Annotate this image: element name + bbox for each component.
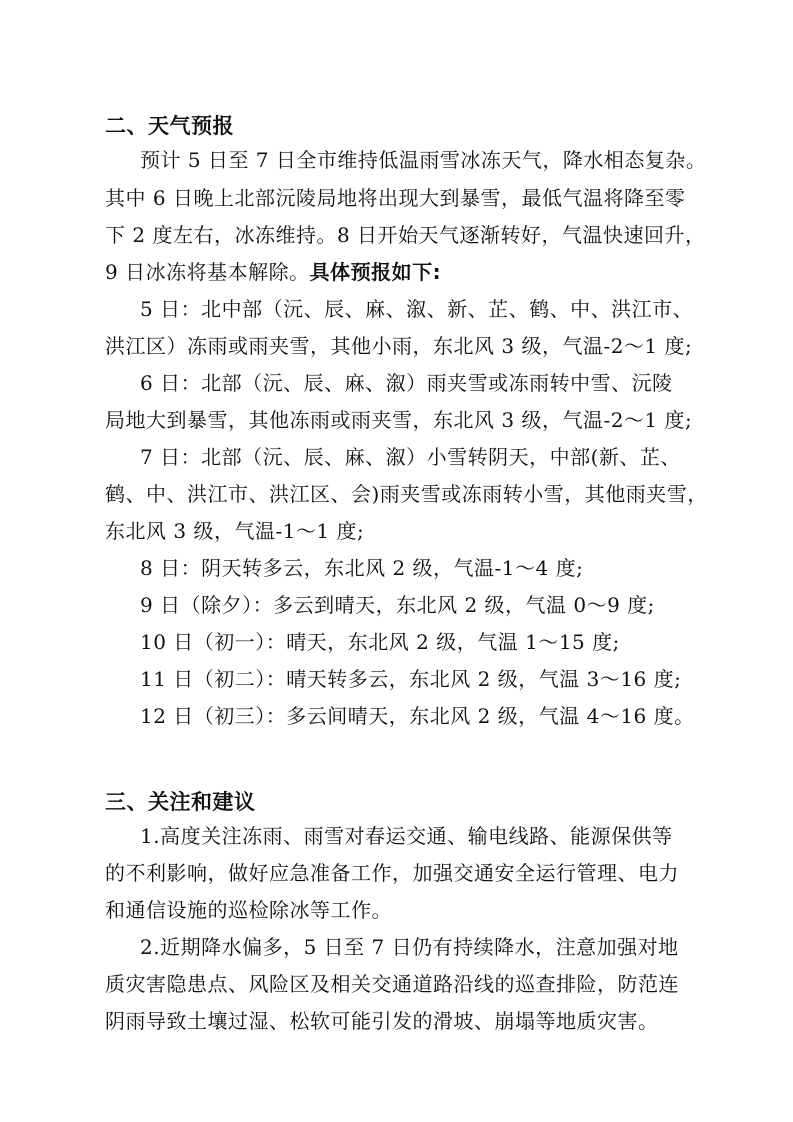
intro-line-2: 其中 6 日晚上北部沅陵局地将出现大到暴雪，最低气温将降至零 <box>105 186 686 210</box>
forecast-day12: 12 日（初三）：多云间晴天，东北风 2 级，气温 4～16 度。 <box>140 704 695 728</box>
forecast-day7-line-2: 鹤、中、洪江市、洪江区、会)雨夹雪或冻雨转小雪，其他雨夹雪， <box>105 482 708 506</box>
intro-line-3: 下 2 度左右，冰冻维持。8 日开始天气逐渐转好，气温快速回升， <box>105 223 706 247</box>
forecast-day9: 9 日（除夕）：多云到晴天，东北风 2 级，气温 0～9 度; <box>140 593 655 617</box>
forecast-day7-line-3: 东北风 3 级，气温-1～1 度; <box>105 519 365 543</box>
intro-line-4 <box>105 258 441 286</box>
forecast-day11: 11 日（初二）：晴天转多云，东北风 2 级，气温 3～16 度; <box>140 667 682 691</box>
advice-item1-line-3: 和通信设施的巡检除冰等工作。 <box>105 898 392 922</box>
intro-line-4-text: 9 日冰冻将基本解除。 <box>105 260 310 284</box>
advice-item2-line-3: 阴雨导致土壤过湿、松软可能引发的滑坡、崩塌等地质灾害。 <box>105 1009 659 1033</box>
advice-item2-line-1: 2.近期降水偏多，5 日至 7 日仍有持续降水，注意加强对地 <box>140 935 679 959</box>
forecast-day5-line-1: 5 日：北中部（沅、辰、麻、溆、新、芷、鹤、中、洪江市、 <box>140 297 694 321</box>
advice-item1-line-2: 的不利影响，做好应急准备工作，加强交通安全运行管理、电力 <box>105 861 679 885</box>
forecast-day7-line-1: 7 日：北部（沅、辰、麻、溆）小雪转阴天，中部(新、芷、 <box>140 445 681 469</box>
intro-line-1: 预计 5 日至 7 日全市维持低温雨雪冰冻天气，降水相态复杂。 <box>140 148 707 172</box>
advice-item2-line-2: 质灾害隐患点、风险区及相关交通道路沿线的巡查排险，防范连 <box>105 972 679 996</box>
forecast-day5-line-2: 洪江区）冻雨或雨夹雪，其他小雨，东北风 3 级，气温-2～1 度; <box>105 334 693 358</box>
forecast-day10: 10 日（初一）：晴天，东北风 2 级，气温 1～15 度; <box>140 630 620 654</box>
section-title-forecast: 二、天气预报 <box>105 114 234 138</box>
forecast-day6-line-2: 局地大到暴雪，其他冻雨或雨夹雪，东北风 3 级，气温-2～1 度; <box>105 408 693 432</box>
intro-bold-tail: 具体预报如下: <box>309 260 442 284</box>
advice-item1-line-1: 1.高度关注冻雨、雨雪对春运交通、输电线路、能源保供等 <box>140 824 673 848</box>
section-title-advice: 三、关注和建议 <box>105 790 256 814</box>
forecast-day6-line-1: 6 日：北部（沅、辰、麻、溆）雨夹雪或冻雨转中雪、沅陵 <box>140 371 673 395</box>
forecast-day8: 8 日：阴天转多云，东北风 2 级，气温-1～4 度; <box>140 556 584 580</box>
